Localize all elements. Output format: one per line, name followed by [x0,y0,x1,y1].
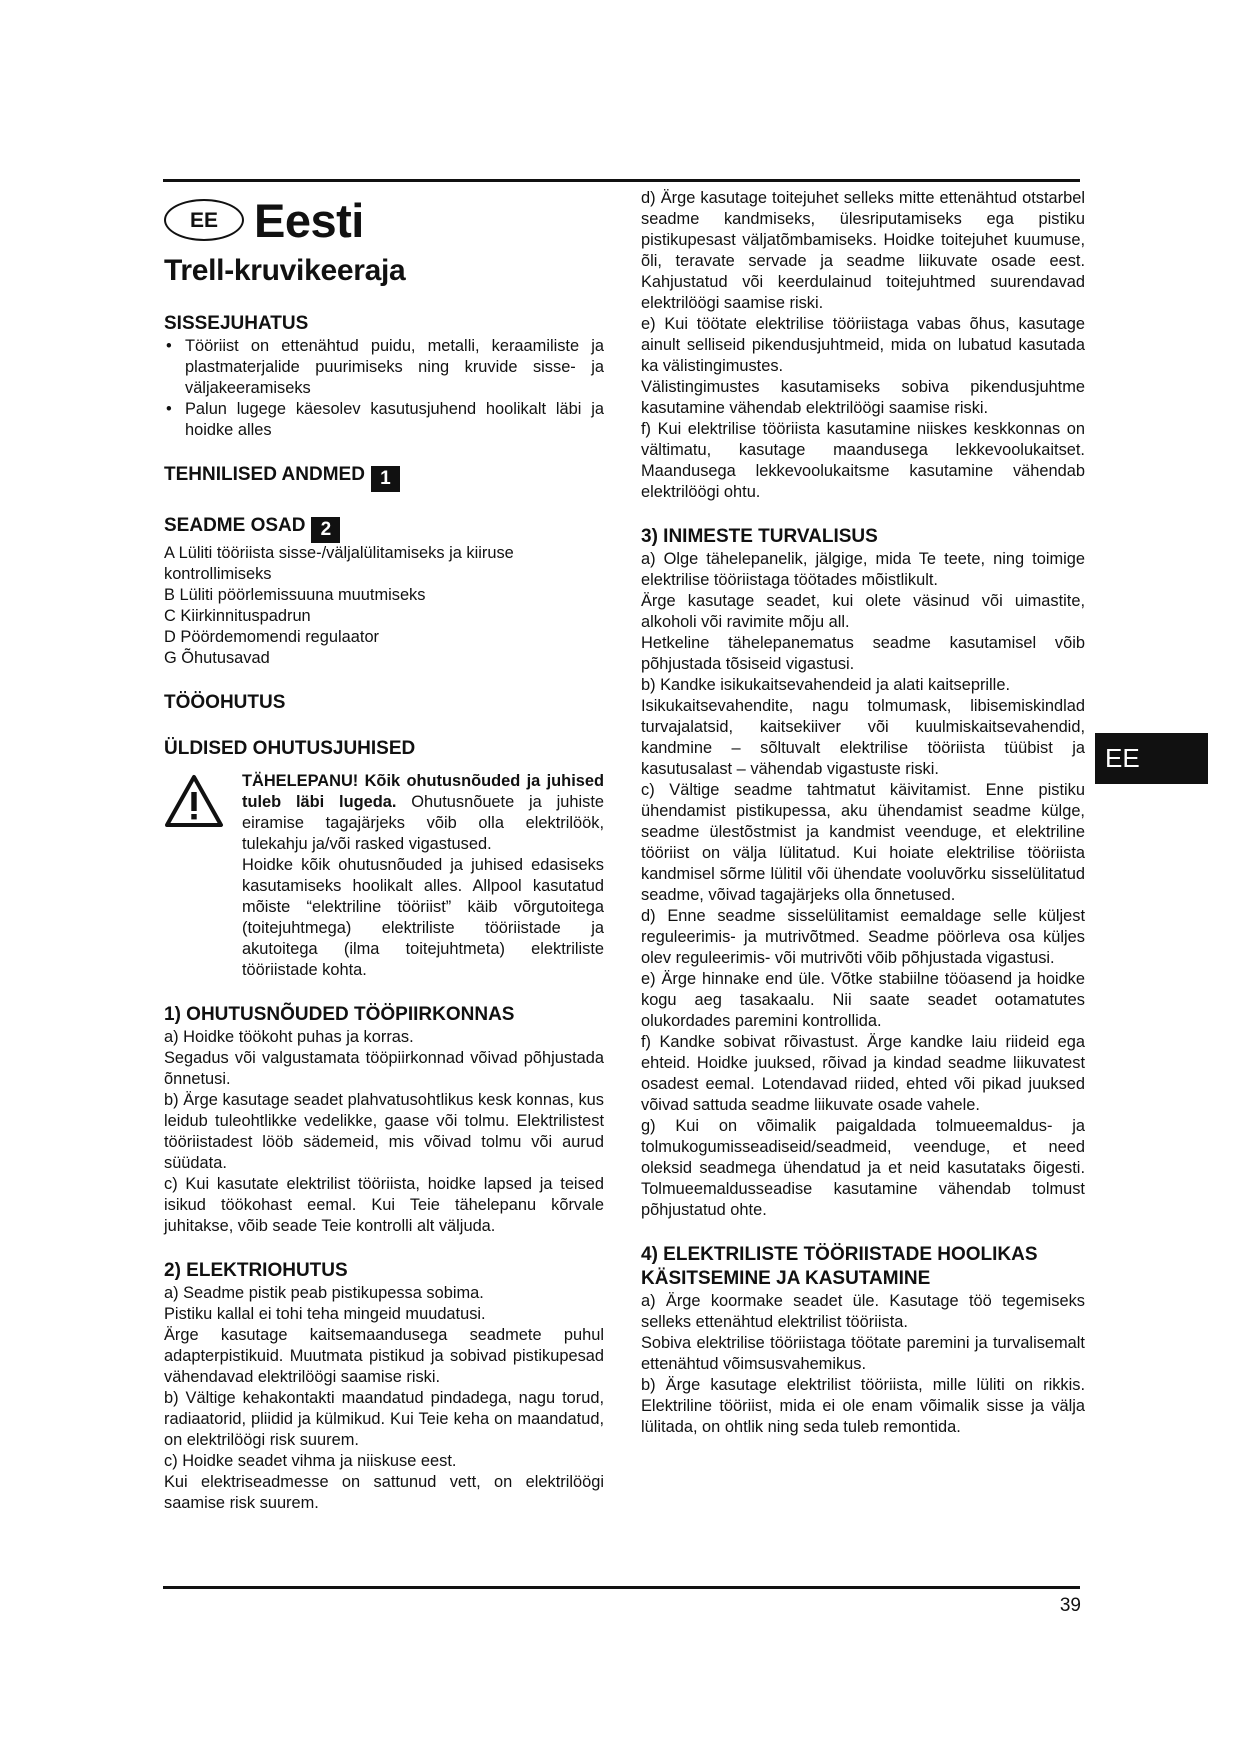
document-title: Trell-kruvikeeraja [164,254,406,287]
paragraph: Pistiku kallal ei tohi teha mingeid muudatusi. [164,1305,486,1323]
language-name: Eesti [254,193,364,247]
intro-bullet-list [164,336,604,441]
paragraph: a) Hoidke töökoht puhas ja korras. [164,1028,414,1046]
paragraph: f) Kandke sobivat rõivastust. Ärge kandke laiu riideid ega ehteid. Hoidke juuksed, rõivad ja kindad seadme liikuvatest osadest eemal. Lotendavad riided, ehted või pikad juuksed võivad sattuda seadme liikuvate osade vahele. [641,1033,1085,1114]
parts-heading [164,514,604,543]
list-item: A Lüliti tööriista sisse-/väljalülitamiseks ja kiiruse kontrollimiseks [164,544,514,583]
top-rule [163,179,1080,182]
work-area-heading: 1) OHUTUSNÕUDED TÖÖPIIRKONNAS [164,1004,515,1025]
paragraph: c) Kui kasutate elektrilist tööriista, hoidke lapsed ja teised isikud töökohast eemal. Kui Teie tähelepanu kõrvale juhitakse, võib seade Teie kontrolli alt väljuda. [164,1175,604,1235]
figure-ref-badge: 1 [371,466,400,492]
language-code-badge: EE [164,199,244,241]
warning-triangle-icon [164,773,224,829]
paragraph: d) Enne seadme sisselülitamist eemaldage selle küljest reguleerimis- ja mutrivõtmed. Seadme pöörleva osa küljes olev reguleerimis- või mutrivõti võib põhjustada vigastusi. [641,907,1085,967]
general-safety-heading: ÜLDISED OHUTUSJUHISED [164,738,416,759]
list-item: • Palun lugege käesolev kasutusjuhend hoolikalt läbi ja hoidke alles [164,399,604,441]
language-header [164,192,604,248]
list-item: • Tööriist on ettenähtud puidu, metalli, keraamiliste ja plastmaterjalide puurimiseks ning kruvide sisse- ja väljakeeramiseks [164,336,604,399]
paragraph: Välistingimustes kasutamiseks sobiva pikendusjuhtme kasutamine vähendab elektrilöögi saamise riski. [641,378,1085,417]
paragraph: a) Olge tähelepanelik, jälgige, mida Te teete, ning toimige elektrilise tööriistaga töötades mõistlikult. [641,550,1085,589]
figure-ref-badge: 2 [311,517,340,543]
personal-safety-heading: 3) INIMESTE TURVALISUS [641,526,878,547]
bottom-rule [163,1586,1080,1589]
paragraph: b) Ärge kasutage elektrilist tööriista, mille lüliti on rikkis. Elektriline tööriist, mida ei ole enam võimalik sisse ja välja lülitada, on ohtlik ning seda tuleb remontida. [641,1376,1085,1436]
electric-safety-heading: 2) ELEKTRIOHUTUS [164,1260,348,1281]
work-safety-heading: TÖÖOHUTUS [164,692,286,713]
paragraph: Kui elektriseadmesse on sattunud vett, on elektrilöögi saamise risk suurem. [164,1473,604,1512]
tech-data-heading [164,463,604,492]
paragraph: a) Ärge koormake seadet üle. Kasutage töö tegemiseks selleks ettenähtud elektrilist tööriista. [641,1292,1085,1331]
paragraph: Ärge kasutage kaitsemaandusega seadmete puhul adapterpistikuid. Muutmata pistikud ja sobivad pistikupesad vähendavad elektrilöögi saamise riski. [164,1326,604,1386]
warning-paragraph: Hoidke kõik ohutusnõuded ja juhised edasiseks kasutamiseks hoolikalt alles. Allpool kasutatud mõiste “elektriline tööriist” käib võrgutoitega (toitejuhtmega) elektriliste tööriistade ja akutoitega (ilma toitejuhtmeta) elektriliste tööriistade kohta. [242,856,604,979]
paragraph: c) Hoidke seadet vihma ja niiskuse eest. [164,1452,457,1470]
warning-rest-text: Ohutusnõuete ja juhiste eiramise tagajärjeks võib olla elektrilöök, tulekahju ja/või rasked vigastused. [242,793,605,853]
parts-list [164,543,604,669]
paragraph: g) Kui on võimalik paigaldada tolmueemaldus- ja tolmukogumisseadiseid/seadmeid, veenduge, et need oleksid seadmega ühendatud ja et neid kasutataks õigesti. Tolmueemaldusseadise kasutamine vähendab tolmust põhjustatud ohte. [641,1117,1085,1219]
warning-bold-text: TÄHELEPANU! Kõik ohutusnõuded ja juhised tuleb läbi lugeda. [242,772,604,811]
warning-text [242,771,604,855]
paragraph: Segadus või valgustamata tööpiirkonnad võivad põhjustada õnnetusi. [164,1049,604,1088]
list-item: G Õhutusavad [164,649,270,667]
language-side-tab: EE [1095,733,1208,784]
list-item: D Pöördemomendi regulaator [164,628,380,646]
paragraph: Hetkeline tähelepanematus seadme kasutamisel võib põhjustada tõsiseid vigastusi. [641,634,1085,673]
tool-handling-heading: 4) ELEKTRILISTE TÖÖRIISTADE HOOLIKAS KÄSITSEMINE JA KASUTAMINE [641,1244,1038,1289]
list-item: C Kiirkinnituspadrun [164,607,311,625]
paragraph: e) Kui töötate elektrilise tööriistaga vabas õhus, kasutage ainult selliseid pikendusjuhtmeid, mida on lubatud kasutada ka välistingimustes. [641,315,1085,375]
page-number: 39 [1059,1595,1081,1616]
paragraph: d) Ärge kasutage toitejuhet selleks mitte ettenähtud otstarbel seadme kandmiseks, ülesriputamiseks ega pistiku pistikupesast väljatõmbamiseks. Hoidke toitejuhet kuumuse, õli, teravate servade ja seadme liikuvate osade eest. Kahjustatud või keerdulainud toitejuhtmed suurendavad elektrilöögi saamise riski. [641,189,1085,312]
paragraph: b) Vältige kehakontakti maandatud pindadega, nagu torud, radiaatorid, pliidid ja külmikud. Kui Teie keha on maandatud, on elektrilöögi risk suurem. [164,1389,604,1449]
paragraph: f) Kui elektrilise tööriista kasutamine niiskes keskkonnas on vältimatu, kasutage maandusega lekkevoolukaitset. Maandusega lekkevoolukaitsme kasutamine vähendab elektrilöögi ohtu. [641,420,1085,501]
list-item: B Lüliti pöörlemissuuna muutmiseks [164,586,426,604]
intro-heading: SISSEJUHATUS [164,313,309,334]
paragraph: e) Ärge hinnake end üle. Võtke stabiilne tööasend ja hoidke kogu aeg tasakaalu. Nii saate seadet ootamatutes olukordades paremini kontrollida. [641,970,1085,1030]
paragraph: b) Kandke isikukaitsevahendeid ja alati kaitseprille. [641,676,1010,694]
warning-block [164,771,604,981]
tech-data-heading-text: TEHNILISED ANDMED [164,464,365,485]
parts-heading-text: SEADME OSAD [164,515,306,536]
paragraph: Isikukaitsevahendite, nagu tolmumask, libisemiskindlad turvajalatsid, kaitsekiiver või kuulmiskaitsevahendid, kandmine – sõltuvalt elektrilise tööriista tüübist ja kasutusalast – vähendab vigastuste riski. [641,697,1085,778]
left-column [164,190,604,1514]
paragraph: c) Vältige seadme tahtmatut käivitamist. Enne pistiku ühendamist pistikupessa, aku ühendamist seadme külge, seadme ülestõstmist ja kandmist veenduge, et elektriline tööriist on välja lülitatud. Kui hoiate elektrilise tööriista kandmisel sõrme lülitil või ühendate vooluvõrku sisselülitatud seadme, võivad tagajärjeks olla õnnetused. [641,781,1085,904]
paragraph: Sobiva elektrilise tööriistaga töötate paremini ja turvalisemalt ettenähtud võimsusvahemikus. [641,1334,1085,1373]
paragraph: Ärge kasutage seadet, kui olete väsinud või uimastite, alkoholi või ravimite mõju all. [641,592,1085,631]
paragraph: b) Ärge kasutage seadet plahvatusohtlikus kesk konnas, kus leidub tuleohtlikke vedelikke, gaase või tolmu. Elektrilistest tööriistadest lööb sädemeid, mis võivad tolmu või aurud süüdata. [164,1091,604,1172]
right-column [641,188,1085,1438]
paragraph: a) Seadme pistik peab pistikupessa sobima. [164,1284,484,1302]
